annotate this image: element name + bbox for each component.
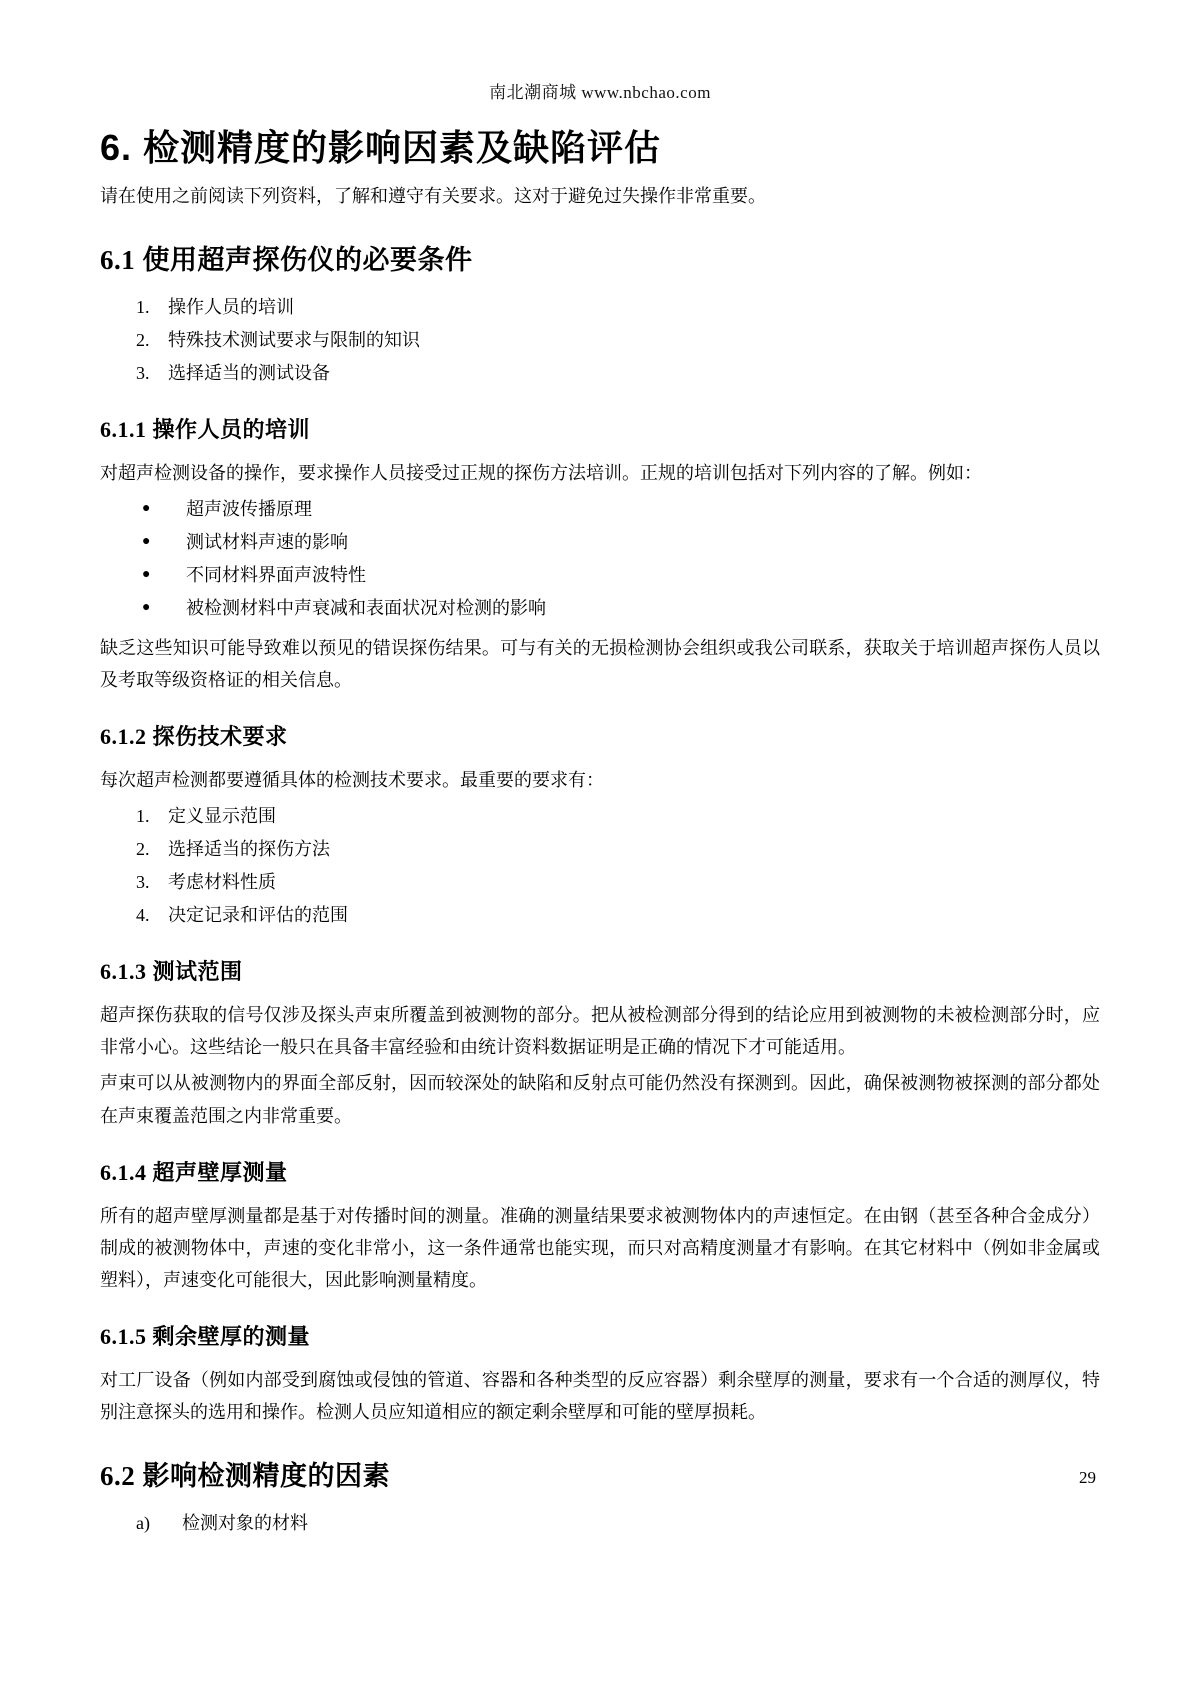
- list-item: [100, 324, 1100, 357]
- list-item: [100, 357, 1100, 390]
- alpha-list-6-2: [100, 1507, 1100, 1540]
- list-item: [100, 493, 1100, 526]
- page-number: 29: [1079, 1468, 1096, 1487]
- list-item: [100, 833, 1100, 866]
- site-header: 南北潮商城 www.nbchao.com: [489, 83, 711, 102]
- list-item-text: 决定记录和评估的范围: [168, 904, 348, 925]
- list-item: [100, 866, 1100, 899]
- numbered-list-6-1-2: [100, 800, 1100, 931]
- list-marker: 2.: [136, 839, 150, 860]
- paragraph: 所有的超声壁厚测量都是基于对传播时间的测量。准确的测量结果要求被测物体内的声速恒定。在由钢（甚至各种合金成分）制成的被测物体中，声速的变化非常小，这一条件通常也能实现，而只对高精度测量才有影响。在其它材料中（例如非金属或塑料），声速变化可能很大，因此影响测量精度。: [100, 1205, 1100, 1290]
- list-item: [100, 526, 1100, 559]
- paragraph: 每次超声检测都要遵循具体的检测技术要求。最重要的要求有：: [100, 770, 604, 791]
- list-item: [100, 1507, 1100, 1540]
- section-heading-6-1-5: 6.1.5 剩余壁厚的测量: [100, 1323, 311, 1349]
- section-heading-6-1-2: 6.1.2 探伤技术要求: [100, 724, 288, 750]
- bullet-list-6-1-1: [100, 493, 1100, 624]
- list-item-text: 选择适当的测试设备: [168, 362, 330, 383]
- list-item-text: 被检测材料中声衰减和表面状况对检测的影响: [186, 597, 546, 618]
- list-marker: 1.: [136, 297, 150, 318]
- paragraph: 对工厂设备（例如内部受到腐蚀或侵蚀的管道、容器和各种类型的反应容器）剩余壁厚的测量，要求有一个合适的测厚仪，特别注意探头的选用和操作。检测人员应知道相应的额定剩余壁厚和可能的壁厚损耗。: [100, 1369, 1100, 1422]
- list-item-text: 操作人员的培训: [168, 297, 294, 318]
- paragraph: 超声探伤获取的信号仅涉及探头声束所覆盖到被测物的部分。把从被检测部分得到的结论应用到被测物的未被检测部分时，应非常小心。这些结论一般只在具备丰富经验和由统计资料数据证明是正确的情况下才可能适用。: [100, 1005, 1100, 1058]
- list-item: [100, 800, 1100, 833]
- list-item-text: 不同材料界面声波特性: [186, 564, 366, 585]
- list-marker: 2.: [136, 329, 150, 350]
- bullet-icon: ●: [142, 566, 151, 582]
- list-item: [100, 899, 1100, 932]
- list-marker: 4.: [136, 904, 150, 925]
- list-item-text: 考虑材料性质: [168, 871, 276, 892]
- list-item-text: 定义显示范围: [168, 806, 276, 827]
- bullet-icon: ●: [142, 501, 151, 517]
- paragraph: 缺乏这些知识可能导致难以预见的错误探伤结果。可与有关的无损检测协会组织或我公司联系，获取关于培训超声探伤人员以及考取等级资格证的相关信息。: [100, 638, 1100, 691]
- list-marker: a): [136, 1512, 150, 1533]
- paragraph: 对超声检测设备的操作，要求操作人员接受过正规的探伤方法培训。正规的培训包括对下列内容的了解。例如：: [100, 463, 982, 484]
- list-item: [100, 559, 1100, 592]
- section-heading-6-2: 6.2 影响检测精度的因素: [100, 1460, 390, 1491]
- list-marker: 3.: [136, 871, 150, 892]
- numbered-list-6-1: [100, 291, 1100, 389]
- section-heading-6-1: 6.1 使用超声探伤仪的必要条件: [100, 245, 473, 276]
- list-marker: 1.: [136, 806, 150, 827]
- intro-paragraph: 请在使用之前阅读下列资料，了解和遵守有关要求。这对于避免过失操作非常重要。: [100, 186, 766, 206]
- list-item: [100, 592, 1100, 625]
- list-item: [100, 291, 1100, 324]
- section-heading-6-1-4: 6.1.4 超声壁厚测量: [100, 1159, 288, 1185]
- page-title: 6. 检测精度的影响因素及缺陷评估: [100, 127, 662, 168]
- list-item-text: 测试材料声速的影响: [186, 532, 348, 553]
- list-item-text: 选择适当的探伤方法: [168, 839, 330, 860]
- section-heading-6-1-1: 6.1.1 操作人员的培训: [100, 417, 311, 443]
- bullet-icon: ●: [142, 534, 151, 550]
- bullet-icon: ●: [142, 599, 151, 615]
- list-marker: 3.: [136, 362, 150, 383]
- list-item-text: 特殊技术测试要求与限制的知识: [168, 329, 420, 350]
- list-item-text: 超声波传播原理: [186, 499, 312, 520]
- list-item-text: 检测对象的材料: [182, 1512, 308, 1533]
- section-heading-6-1-3: 6.1.3 测试范围: [100, 959, 243, 985]
- paragraph: 声束可以从被测物内的界面全部反射，因而较深处的缺陷和反射点可能仍然没有探测到。因此，确保被测物被探测的部分都处在声束覆盖范围之内非常重要。: [100, 1073, 1100, 1126]
